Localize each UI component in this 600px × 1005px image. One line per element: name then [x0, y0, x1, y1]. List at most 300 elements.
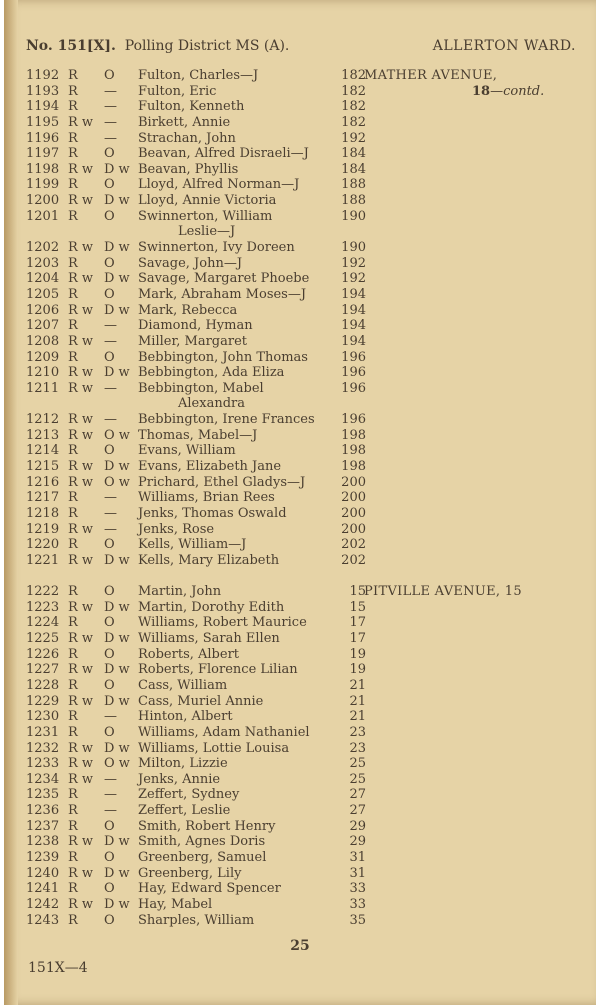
voter-row: [24, 475, 584, 491]
elector-name: Beavan, Alfred Disraeli—J: [138, 146, 309, 162]
elector-name: Mark, Rebecca: [138, 302, 238, 318]
elector-number: 1216: [26, 474, 60, 490]
qualification-residence: R: [68, 615, 78, 631]
qualification-other: D w: [104, 834, 130, 850]
elector-number: 1235: [26, 787, 60, 803]
qualification-other: O: [104, 881, 115, 897]
elector-name: Williams, Robert Maurice: [138, 615, 307, 631]
house-number: 200: [341, 521, 366, 537]
voter-row: [24, 68, 584, 84]
qualification-other: O: [104, 146, 115, 162]
qualification-other: D w: [104, 865, 130, 881]
qualification-residence: R: [68, 850, 78, 866]
voter-row: [24, 162, 584, 178]
qualification-residence: R w: [68, 552, 94, 568]
elector-number: 1206: [26, 302, 60, 318]
house-number: 192: [341, 255, 366, 271]
voter-row: [24, 787, 584, 803]
house-number: 192: [341, 271, 366, 287]
qualification-residence: R w: [68, 631, 94, 647]
elector-number: 1236: [26, 803, 60, 819]
elector-number: 1198: [26, 161, 60, 177]
qualification-residence: R w: [68, 521, 94, 537]
elector-name: Zeffert, Leslie: [138, 803, 231, 819]
voter-row: [24, 146, 584, 162]
house-number: 196: [341, 412, 366, 428]
continued-house-number: 18: [472, 83, 491, 99]
elector-number: 1210: [26, 365, 60, 381]
elector-number: 1218: [26, 505, 60, 521]
voter-row: [24, 256, 584, 272]
house-number: 17: [349, 631, 366, 647]
elector-number: 1232: [26, 740, 60, 756]
house-number: 182: [341, 83, 366, 99]
qualification-other: O: [104, 68, 115, 83]
house-number: 190: [341, 208, 366, 224]
house-number: 200: [341, 505, 366, 521]
elector-name: Smith, Agnes Doris: [138, 834, 266, 850]
street-continued: [472, 84, 544, 100]
elector-name: Fulton, Kenneth: [138, 99, 245, 115]
house-number: 184: [341, 161, 366, 177]
elector-name-continuation: Alexandra: [178, 396, 245, 412]
voter-row: [24, 381, 584, 397]
voter-row: [24, 772, 584, 788]
voter-row: [24, 177, 584, 193]
elector-name: Savage, John—J: [138, 255, 243, 271]
qualification-other: —: [104, 412, 117, 428]
qualification-other: D w: [104, 302, 130, 318]
voter-row: [24, 834, 584, 850]
house-number: 182: [341, 68, 366, 83]
qualification-residence: R w: [68, 193, 94, 209]
house-number: 23: [349, 724, 366, 740]
qualification-other: —: [104, 114, 117, 130]
elector-number: 1224: [26, 615, 60, 631]
qualification-other: O w: [104, 474, 130, 490]
voter-row: [24, 193, 584, 209]
elector-name: Lloyd, Alfred Norman—J: [138, 177, 300, 193]
qualification-residence: R: [68, 146, 78, 162]
qualification-residence: R: [68, 490, 78, 506]
qualification-other: O: [104, 584, 115, 600]
elector-number: 1205: [26, 286, 60, 302]
qualification-residence: R w: [68, 771, 94, 787]
qualification-residence: R: [68, 787, 78, 803]
voter-row: [24, 443, 584, 459]
house-number: 27: [349, 803, 366, 819]
qualification-residence: R w: [68, 459, 94, 475]
street-name-mather: MATHER AVENUE,: [364, 68, 498, 83]
qualification-other: O: [104, 912, 115, 928]
elector-name: Hay, Edward Spencer: [138, 881, 281, 897]
qualification-residence: R: [68, 177, 78, 193]
house-number: 196: [341, 380, 366, 396]
footer-code: 151X—4: [28, 960, 88, 976]
elector-number: 1243: [26, 912, 60, 928]
house-number: 25: [349, 771, 366, 787]
elector-number: 1221: [26, 552, 60, 568]
qualification-other: O: [104, 724, 115, 740]
elector-number: 1201: [26, 208, 60, 224]
elector-name: Williams, Lottie Louisa: [138, 740, 290, 756]
house-number: 194: [341, 286, 366, 302]
qualification-residence: R w: [68, 599, 94, 615]
house-number: 21: [349, 709, 366, 725]
qualification-residence: R: [68, 83, 78, 99]
qualification-residence: R w: [68, 896, 94, 912]
qualification-other: D w: [104, 599, 130, 615]
elector-name: Strachan, John: [138, 130, 236, 146]
page-number: 25: [290, 938, 310, 954]
voter-row: [24, 522, 584, 538]
section-gap: [24, 569, 584, 585]
elector-number: 1195: [26, 114, 60, 130]
house-number: 33: [349, 896, 366, 912]
elector-name: Jenks, Thomas Oswald: [138, 505, 287, 521]
elector-name: Swinnerton, William: [138, 208, 273, 224]
elector-number: 1211: [26, 380, 60, 396]
qualification-residence: R w: [68, 302, 94, 318]
elector-name: Bebbington, Irene Frances: [138, 412, 315, 428]
elector-number: 1192: [26, 68, 60, 83]
house-number: 192: [341, 130, 366, 146]
elector-number: 1217: [26, 490, 60, 506]
elector-name: Evans, Elizabeth Jane: [138, 459, 282, 475]
qualification-residence: R: [68, 724, 78, 740]
voter-row: [24, 84, 584, 100]
qualification-other: O: [104, 818, 115, 834]
house-number: 17: [349, 615, 366, 631]
elector-number: 1228: [26, 677, 60, 693]
elector-name: Cass, William: [138, 677, 228, 693]
elector-number: 1204: [26, 271, 60, 287]
qualification-other: —: [104, 505, 117, 521]
house-number: 184: [341, 146, 366, 162]
qualification-other: O: [104, 443, 115, 459]
elector-name: Roberts, Florence Lilian: [138, 662, 298, 678]
qualification-other: D w: [104, 693, 130, 709]
elector-number: 1225: [26, 631, 60, 647]
elector-name: Zeffert, Sydney: [138, 787, 240, 803]
qualification-other: —: [104, 83, 117, 99]
voter-row: [24, 678, 584, 694]
voter-row: [24, 631, 584, 647]
qualification-other: O: [104, 208, 115, 224]
house-number: 194: [341, 318, 366, 334]
elector-name: Swinnerton, Ivy Doreen: [138, 240, 295, 256]
elector-name: Martin, Dorothy Edith: [138, 599, 285, 615]
voter-row: [24, 209, 584, 225]
voter-row: [24, 365, 584, 381]
voter-row: [24, 412, 584, 428]
elector-name: Williams, Brian Rees: [138, 490, 275, 506]
street-name-pitville: PITVILLE AVENUE, 15: [364, 584, 522, 600]
house-number: 200: [341, 490, 366, 506]
elector-number: 1239: [26, 850, 60, 866]
voter-row: [24, 866, 584, 882]
elector-number: 1212: [26, 412, 60, 428]
qualification-other: —: [104, 490, 117, 506]
elector-number: 1227: [26, 662, 60, 678]
house-number: 202: [341, 552, 366, 568]
elector-name: Sharples, William: [138, 912, 255, 928]
header-number: No. 151[X].: [26, 38, 116, 54]
house-number: 194: [341, 302, 366, 318]
house-number: 200: [341, 474, 366, 490]
elector-name: Evans, William: [138, 443, 236, 459]
qualification-residence: R w: [68, 240, 94, 256]
elector-name: Milton, Lizzie: [138, 756, 228, 772]
elector-number: 1208: [26, 333, 60, 349]
voter-row: [24, 240, 584, 256]
header-district: Polling District MS (A).: [124, 38, 290, 54]
qualification-other: O: [104, 349, 115, 365]
elector-name: Lloyd, Annie Victoria: [138, 193, 277, 209]
house-number: 35: [349, 912, 366, 928]
elector-number: 1197: [26, 146, 60, 162]
house-number: 188: [341, 177, 366, 193]
elector-name: Bebbington, John Thomas: [138, 349, 308, 365]
voter-row: [24, 725, 584, 741]
elector-number: 1238: [26, 834, 60, 850]
elector-number: 1200: [26, 193, 60, 209]
voter-row: [24, 115, 584, 131]
qualification-other: O: [104, 537, 115, 553]
qualification-other: —: [104, 380, 117, 396]
elector-number: 1233: [26, 756, 60, 772]
qualification-other: —: [104, 333, 117, 349]
continued-label: —contd.: [490, 83, 545, 99]
house-number: 198: [341, 427, 366, 443]
qualification-residence: R w: [68, 427, 94, 443]
qualification-residence: R w: [68, 865, 94, 881]
qualification-other: D w: [104, 365, 130, 381]
qualification-other: —: [104, 709, 117, 725]
qualification-residence: R: [68, 818, 78, 834]
voter-row: [24, 553, 584, 569]
elector-number: 1237: [26, 818, 60, 834]
house-number: 21: [349, 677, 366, 693]
elector-number: 1214: [26, 443, 60, 459]
house-number: 194: [341, 333, 366, 349]
qualification-other: D w: [104, 459, 130, 475]
elector-number: 1242: [26, 896, 60, 912]
house-number: 33: [349, 881, 366, 897]
house-number: 15: [349, 584, 366, 600]
qualification-other: O: [104, 255, 115, 271]
elector-number: 1219: [26, 521, 60, 537]
voter-row: [24, 506, 584, 522]
qualification-other: D w: [104, 896, 130, 912]
book-spine: [4, 0, 18, 1005]
qualification-other: —: [104, 771, 117, 787]
voter-row: [24, 287, 584, 303]
house-number: 25: [349, 756, 366, 772]
elector-name: Prichard, Ethel Gladys—J: [138, 474, 306, 490]
qualification-residence: R: [68, 443, 78, 459]
voter-row: [24, 803, 584, 819]
elector-name: Savage, Margaret Phoebe: [138, 271, 310, 287]
qualification-other: O: [104, 677, 115, 693]
elector-number: 1220: [26, 537, 60, 553]
elector-name: Hinton, Albert: [138, 709, 233, 725]
elector-number: 1240: [26, 865, 60, 881]
elector-number: 1202: [26, 240, 60, 256]
house-number: 202: [341, 537, 366, 553]
qualification-residence: R: [68, 709, 78, 725]
elector-name: Fulton, Eric: [138, 83, 217, 99]
elector-number: 1209: [26, 349, 60, 365]
elector-name: Roberts, Albert: [138, 646, 240, 662]
elector-number: 1231: [26, 724, 60, 740]
elector-name: Birkett, Annie: [138, 114, 231, 130]
elector-name: Miller, Margaret: [138, 333, 248, 349]
qualification-residence: R: [68, 912, 78, 928]
elector-number: 1226: [26, 646, 60, 662]
qualification-other: D w: [104, 552, 130, 568]
house-number: 27: [349, 787, 366, 803]
elector-name: Greenberg, Lily: [138, 865, 242, 881]
qualification-other: D w: [104, 740, 130, 756]
house-number: 182: [341, 99, 366, 115]
header-ward: ALLERTON WARD.: [432, 38, 576, 54]
qualification-other: D w: [104, 662, 130, 678]
house-number: 23: [349, 740, 366, 756]
elector-name: Smith, Robert Henry: [138, 818, 276, 834]
qualification-residence: R: [68, 130, 78, 146]
qualification-residence: R: [68, 646, 78, 662]
qualification-residence: R w: [68, 412, 94, 428]
voter-list: [24, 68, 584, 928]
voter-row: [24, 850, 584, 866]
qualification-residence: R w: [68, 662, 94, 678]
qualification-other: —: [104, 787, 117, 803]
voter-row: [24, 459, 584, 475]
qualification-residence: R w: [68, 333, 94, 349]
qualification-residence: R: [68, 99, 78, 115]
elector-name: Martin, John: [138, 584, 222, 600]
house-number: 19: [349, 646, 366, 662]
voter-row: [24, 350, 584, 366]
voter-row: [24, 694, 584, 710]
voter-row-continuation: [24, 224, 584, 240]
qualification-residence: R: [68, 318, 78, 334]
qualification-other: O: [104, 615, 115, 631]
qualification-residence: R w: [68, 380, 94, 396]
elector-number: 1203: [26, 255, 60, 271]
voter-row: [24, 615, 584, 631]
elector-number: 1234: [26, 771, 60, 787]
voter-row: [24, 913, 584, 929]
elector-number: 1199: [26, 177, 60, 193]
qualification-residence: R: [68, 208, 78, 224]
page-header: [26, 38, 576, 60]
house-number: 188: [341, 193, 366, 209]
house-number: 21: [349, 693, 366, 709]
elector-name: Kells, William—J: [138, 537, 247, 553]
elector-name: Williams, Sarah Ellen: [138, 631, 280, 647]
elector-number: 1230: [26, 709, 60, 725]
house-number: 31: [349, 865, 366, 881]
elector-number: 1193: [26, 83, 60, 99]
house-number: 190: [341, 240, 366, 256]
house-number: 196: [341, 349, 366, 365]
qualification-residence: R w: [68, 740, 94, 756]
elector-name: Williams, Adam Nathaniel: [138, 724, 310, 740]
voter-row: [24, 709, 584, 725]
qualification-residence: R w: [68, 114, 94, 130]
qualification-residence: R: [68, 803, 78, 819]
elector-name: Mark, Abraham Moses—J: [138, 286, 307, 302]
voter-row: [24, 897, 584, 913]
house-number: 31: [349, 850, 366, 866]
qualification-residence: R: [68, 537, 78, 553]
voter-row: [24, 271, 584, 287]
house-number: 182: [341, 114, 366, 130]
voter-row: [24, 756, 584, 772]
elector-number: 1194: [26, 99, 60, 115]
voter-row: [24, 881, 584, 897]
qualification-residence: R w: [68, 365, 94, 381]
elector-number: 1196: [26, 130, 60, 146]
elector-name: Beavan, Phyllis: [138, 161, 239, 177]
qualification-residence: R: [68, 505, 78, 521]
voter-row: [24, 741, 584, 757]
voter-row: [24, 428, 584, 444]
voter-row: [24, 819, 584, 835]
house-number: 198: [341, 443, 366, 459]
voter-row: [24, 303, 584, 319]
qualification-other: O: [104, 646, 115, 662]
register-page: [4, 0, 596, 1005]
qualification-residence: R: [68, 677, 78, 693]
voter-row: [24, 334, 584, 350]
house-number: 19: [349, 662, 366, 678]
qualification-other: O w: [104, 427, 130, 443]
qualification-residence: R w: [68, 271, 94, 287]
elector-name: Hay, Mabel: [138, 896, 213, 912]
elector-number: 1222: [26, 584, 60, 600]
qualification-other: D w: [104, 193, 130, 209]
qualification-residence: R: [68, 349, 78, 365]
qualification-other: —: [104, 130, 117, 146]
elector-name: Fulton, Charles—J: [138, 68, 259, 83]
qualification-other: D w: [104, 161, 130, 177]
qualification-other: —: [104, 521, 117, 537]
elector-number: 1213: [26, 427, 60, 443]
elector-name-continuation: Leslie—J: [178, 224, 236, 240]
qualification-residence: R w: [68, 834, 94, 850]
voter-row: [24, 584, 584, 600]
qualification-residence: R: [68, 255, 78, 271]
voter-row-continuation: [24, 396, 584, 412]
house-number: 15: [349, 599, 366, 615]
qualification-residence: R: [68, 881, 78, 897]
voter-row: [24, 318, 584, 334]
qualification-residence: R w: [68, 756, 94, 772]
qualification-other: —: [104, 803, 117, 819]
elector-number: 1223: [26, 599, 60, 615]
voter-row: [24, 600, 584, 616]
voter-row: [24, 537, 584, 553]
elector-name: Thomas, Mabel—J: [138, 427, 258, 443]
voter-row: [24, 662, 584, 678]
qualification-other: O: [104, 286, 115, 302]
qualification-other: D w: [104, 271, 130, 287]
house-number: 29: [349, 834, 366, 850]
voter-row: [24, 131, 584, 147]
